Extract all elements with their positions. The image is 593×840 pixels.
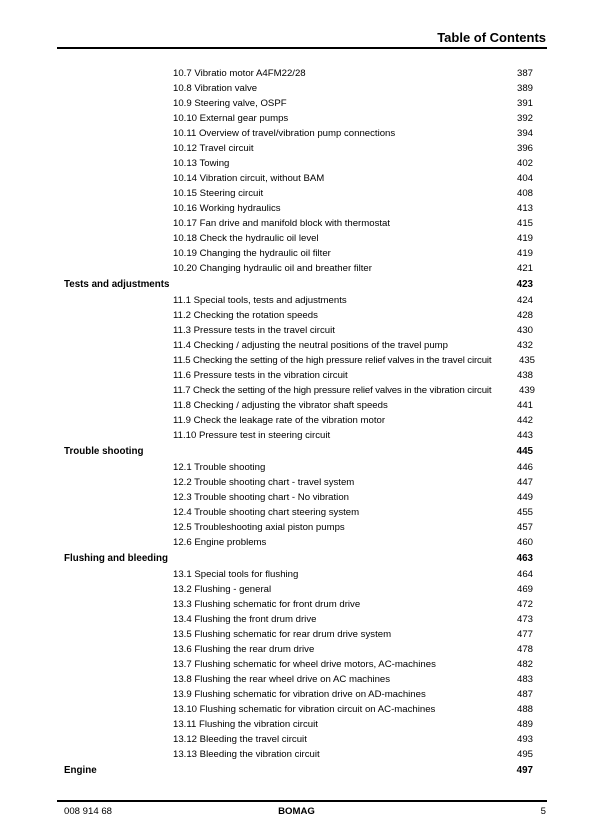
toc-entry-page: 478 [516, 644, 533, 655]
toc-section-row[interactable] [0, 353, 593, 368]
toc-entry-label: 11.9 Check the leakage rate of the vibration motor [173, 415, 386, 426]
toc-entry-label: 13.8 Flushing the rear wheel drive on AC machines [173, 674, 391, 685]
toc-chapter-row[interactable] [0, 762, 593, 779]
toc-section-row[interactable] [0, 460, 593, 475]
toc-entry-page: 455 [516, 507, 533, 518]
toc-entry-label: 13.2 Flushing - general [173, 584, 272, 595]
toc-section-row[interactable] [0, 717, 593, 732]
toc-section-row[interactable] [0, 216, 593, 231]
toc-entry-page: 439 [518, 385, 535, 396]
toc-entry-label: 13.11 Flushing the vibration circuit [173, 719, 318, 730]
toc-section-row[interactable] [0, 490, 593, 505]
toc-entry-page: 460 [516, 537, 533, 548]
toc-entry-label: 10.12 Travel circuit [173, 143, 254, 154]
toc-entry-label: 11.3 Pressure tests in the travel circuit [173, 325, 335, 336]
toc-entry-label: 12.2 Trouble shooting chart - travel system [173, 477, 355, 488]
toc-entry-label: 11.7 Check the setting of the high pressure relief valves in the vibration circuit [173, 385, 492, 396]
toc-section-row[interactable] [0, 612, 593, 627]
toc-entry-label: 13.12 Bleeding the travel circuit [173, 734, 307, 745]
toc-entry-label: Flushing and bleeding [64, 553, 168, 564]
toc-section-row[interactable] [0, 308, 593, 323]
toc-section-row[interactable] [0, 732, 593, 747]
page-header-title: Table of Contents [437, 30, 546, 45]
toc-entry-page: 443 [516, 430, 533, 441]
toc-section-row[interactable] [0, 475, 593, 490]
toc-entry-page: 423 [516, 279, 533, 290]
toc-entry-page: 482 [516, 659, 533, 670]
toc-entry-label: 12.1 Trouble shooting [173, 462, 266, 473]
toc-entry-label: 12.3 Trouble shooting chart - No vibration [173, 492, 349, 503]
toc-section-row[interactable] [0, 413, 593, 428]
toc-entry-page: 469 [516, 584, 533, 595]
toc-entry-page: 419 [516, 233, 533, 244]
toc-entry-label: 10.10 External gear pumps [173, 113, 289, 124]
toc-entry-page: 493 [516, 734, 533, 745]
toc-entry-label: 10.9 Steering valve, OSPF [173, 98, 287, 109]
toc-entry-label: 13.13 Bleeding the vibration circuit [173, 749, 320, 760]
toc-entry-page: 449 [516, 492, 533, 503]
toc-entry-label: 11.2 Checking the rotation speeds [173, 310, 318, 321]
toc-section-row[interactable] [0, 201, 593, 216]
toc-entry-page: 483 [516, 674, 533, 685]
toc-section-row[interactable] [0, 246, 593, 261]
toc-entry-label: 10.18 Check the hydraulic oil level [173, 233, 319, 244]
toc-entry-label: 13.5 Flushing schematic for rear drum drive system [173, 629, 392, 640]
toc-entry-label: 13.9 Flushing schematic for vibration drive on AD-machines [173, 689, 426, 700]
toc-entry-label: 12.5 Troubleshooting axial piston pumps [173, 522, 345, 533]
toc-section-row[interactable] [0, 702, 593, 717]
toc-entry-page: 404 [516, 173, 533, 184]
footer-rule [57, 800, 547, 802]
footer-doc-number: 008 914 68 [64, 806, 113, 817]
footer-page-number: 5 [540, 806, 546, 817]
toc-section-row[interactable] [0, 398, 593, 413]
toc-section-row[interactable] [0, 535, 593, 550]
toc-section-row[interactable] [0, 597, 593, 612]
toc-entry-label: 13.7 Flushing schematic for wheel drive motors, AC-machines [173, 659, 436, 670]
toc-entry-page: 419 [516, 248, 533, 259]
toc-entry-page: 432 [516, 340, 533, 351]
toc-entry-page: 392 [516, 113, 533, 124]
toc-entry-label: 10.20 Changing hydraulic oil and breather filter [173, 263, 372, 274]
toc-section-row[interactable] [0, 505, 593, 520]
toc-entry-page: 435 [518, 355, 535, 366]
toc-entry-page: 445 [516, 446, 533, 457]
toc-entry-page: 428 [516, 310, 533, 321]
toc-entry-label: 10.7 Vibratio motor A4FM22/28 [173, 68, 306, 79]
toc-entry-page: 488 [516, 704, 533, 715]
toc-entry-page: 391 [516, 98, 533, 109]
toc-entry-label: 10.14 Vibration circuit, without BAM [173, 173, 325, 184]
toc-entry-page: 446 [516, 462, 533, 473]
toc-entry-label: 10.11 Overview of travel/vibration pump connections [173, 128, 396, 139]
toc-entry-label: 13.10 Flushing schematic for vibration circuit on AC-machines [173, 704, 436, 715]
toc-section-row[interactable] [0, 642, 593, 657]
toc-entry-page: 394 [516, 128, 533, 139]
toc-section-row[interactable] [0, 383, 593, 398]
toc-section-row[interactable] [0, 111, 593, 126]
header-rule [57, 47, 547, 49]
toc-entry-page: 415 [516, 218, 533, 229]
toc-section-row[interactable] [0, 627, 593, 642]
toc-section-row[interactable] [0, 582, 593, 597]
toc-section-row[interactable] [0, 126, 593, 141]
toc-entry-label: 13.4 Flushing the front drum drive [173, 614, 317, 625]
footer-brand: BOMAG [278, 806, 315, 817]
toc-entry-page: 396 [516, 143, 533, 154]
toc-section-row[interactable] [0, 567, 593, 582]
toc-entry-page: 413 [516, 203, 533, 214]
toc-entry-page: 463 [516, 553, 533, 564]
toc-entry-label: 13.6 Flushing the rear drum drive [173, 644, 315, 655]
toc-entry-label: 11.1 Special tools, tests and adjustments [173, 295, 347, 306]
toc-entry-page: 421 [516, 263, 533, 274]
toc-entry-label: 13.3 Flushing schematic for front drum drive [173, 599, 361, 610]
toc-entry-page: 442 [516, 415, 533, 426]
toc-section-row[interactable] [0, 687, 593, 702]
toc-entry-label: 12.4 Trouble shooting chart steering system [173, 507, 360, 518]
toc-section-row[interactable] [0, 96, 593, 111]
toc-entry-label: 10.8 Vibration valve [173, 83, 258, 94]
toc-entry-page: 387 [516, 68, 533, 79]
toc-entry-label: 11.4 Checking / adjusting the neutral positions of the travel pump [173, 340, 449, 351]
toc-section-row[interactable] [0, 338, 593, 353]
toc-section-row[interactable] [0, 747, 593, 762]
toc-entry-page: 408 [516, 188, 533, 199]
toc-chapter-row[interactable] [0, 276, 593, 293]
toc-entry-label: 11.10 Pressure test in steering circuit [173, 430, 331, 441]
toc-entry-page: 477 [516, 629, 533, 640]
toc-entry-label: Tests and adjustments [64, 279, 170, 290]
toc-entry-label: 10.19 Changing the hydraulic oil filter [173, 248, 331, 259]
toc-entry-label: Engine [64, 765, 97, 776]
toc-section-row[interactable] [0, 66, 593, 81]
toc-entry-page: 447 [516, 477, 533, 488]
toc-chapter-row[interactable] [0, 443, 593, 460]
toc-section-row[interactable] [0, 293, 593, 308]
toc-entry-page: 472 [516, 599, 533, 610]
toc-entry-page: 495 [516, 749, 533, 760]
toc-entry-label: Trouble shooting [64, 446, 144, 457]
toc-section-row[interactable] [0, 520, 593, 535]
toc-entry-page: 441 [516, 400, 533, 411]
toc-entry-page: 464 [516, 569, 533, 580]
toc-entry-page: 487 [516, 689, 533, 700]
toc-entry-label: 11.5 Checking the setting of the high pressure relief valves in the travel circuit [173, 355, 492, 366]
toc-section-row[interactable] [0, 368, 593, 383]
toc-entry-page: 497 [516, 765, 533, 776]
toc-entry-label: 13.1 Special tools for flushing [173, 569, 299, 580]
toc-chapter-row[interactable] [0, 550, 593, 567]
toc-section-row[interactable] [0, 231, 593, 246]
toc-entry-page: 473 [516, 614, 533, 625]
toc-entry-label: 10.13 Towing [173, 158, 230, 169]
toc-entry-page: 430 [516, 325, 533, 336]
toc-entry-label: 11.6 Pressure tests in the vibration circuit [173, 370, 348, 381]
toc-entry-page: 457 [516, 522, 533, 533]
toc-entry-label: 12.6 Engine problems [173, 537, 267, 548]
toc-entry-label: 10.17 Fan drive and manifold block with thermostat [173, 218, 391, 229]
toc-section-row[interactable] [0, 428, 593, 443]
table-of-contents [0, 66, 593, 779]
toc-entry-page: 402 [516, 158, 533, 169]
toc-section-row[interactable] [0, 141, 593, 156]
toc-entry-page: 489 [516, 719, 533, 730]
toc-section-row[interactable] [0, 323, 593, 338]
toc-section-row[interactable] [0, 81, 593, 96]
toc-section-row[interactable] [0, 657, 593, 672]
toc-entry-label: 11.8 Checking / adjusting the vibrator shaft speeds [173, 400, 388, 411]
toc-section-row[interactable] [0, 171, 593, 186]
toc-entry-page: 389 [516, 83, 533, 94]
toc-entry-page: 438 [516, 370, 533, 381]
toc-section-row[interactable] [0, 672, 593, 687]
toc-section-row[interactable] [0, 261, 593, 276]
toc-section-row[interactable] [0, 156, 593, 171]
toc-entry-label: 10.15 Steering circuit [173, 188, 264, 199]
toc-entry-page: 424 [516, 295, 533, 306]
toc-section-row[interactable] [0, 186, 593, 201]
toc-entry-label: 10.16 Working hydraulics [173, 203, 281, 214]
